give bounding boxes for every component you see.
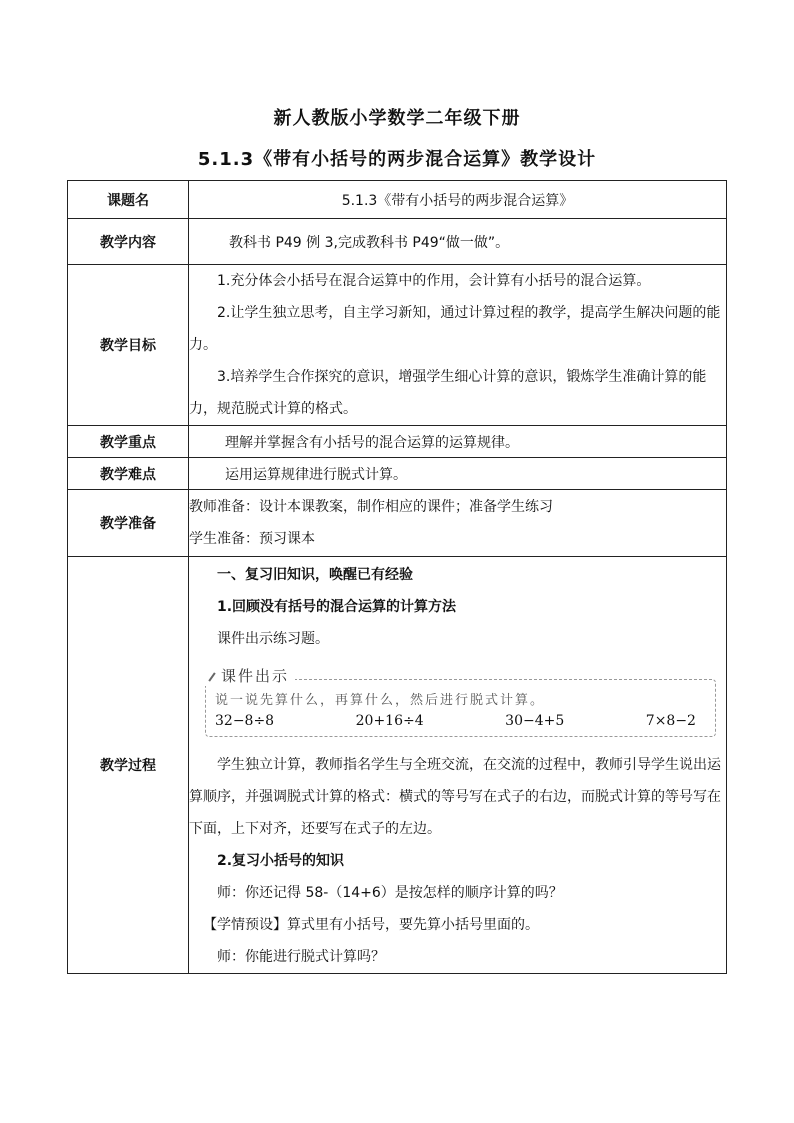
student-answer: 【学情预设】算式里有小括号，要先算小括号里面的。 <box>203 917 539 933</box>
row-process <box>68 557 727 974</box>
prep-value <box>189 490 727 557</box>
teacher-prep: 教师准备：设计本课教案，制作相应的课件；准备学生练习 <box>189 499 553 515</box>
content-label: 教学内容 <box>68 219 189 265</box>
row-key <box>68 426 727 458</box>
difficulty-value: 运用运算规律进行脱式计算。 <box>189 458 727 490</box>
goal-item: 2.让学生独立思考，自主学习新知，通过计算过程的教学，提高学生解决问题的能力。 <box>189 305 721 353</box>
prep-label: 教学准备 <box>68 490 189 557</box>
expression: 7×8−2 <box>645 713 696 729</box>
courseware-prompt: 说一说先算什么，再算什么，然后进行脱式计算。 <box>215 693 546 708</box>
difficulty-label: 教学难点 <box>68 458 189 490</box>
topic-label: 课题名 <box>68 181 189 219</box>
row-difficulty <box>68 458 727 490</box>
goals-label: 教学目标 <box>68 265 189 426</box>
pencil-icon <box>208 672 215 681</box>
process-text: 学生独立计算，教师指名学生与全班交流，在交流的过程中，教师引导学生说出运算顺序，并强调脱式计算的格式：横式的等号写在式子的右边，而脱式计算的等号写在下面，上下对齐，还要写在式子的左边。 <box>189 757 721 837</box>
courseware-tag <box>201 665 295 686</box>
courseware-box <box>199 665 716 743</box>
goal-item: 1.充分体会小括号在混合运算中的作用，会计算有小括号的混合运算。 <box>217 273 651 289</box>
document-subtitle: 5.1.3《带有小括号的两步混合运算》教学设计 <box>197 149 597 170</box>
sub-heading: 2.复习小括号的知识 <box>217 853 345 869</box>
row-goals <box>68 265 727 426</box>
courseware-tag-text: 课件出示 <box>221 667 290 685</box>
process-label: 教学过程 <box>68 557 189 974</box>
process-value <box>189 557 727 974</box>
student-prep: 学生准备：预习课本 <box>189 531 315 547</box>
expression: 30−4+5 <box>505 713 565 729</box>
row-prep <box>68 490 727 557</box>
topic-value: 5.1.3《带有小括号的两步混合运算》 <box>189 181 727 219</box>
content-value: 教科书 P49 例 3,完成教科书 P49“做一做”。 <box>189 219 727 265</box>
row-content <box>68 219 727 265</box>
expression: 20+16÷4 <box>355 713 424 729</box>
expression: 32−8÷8 <box>215 713 275 729</box>
goal-item: 3.培养学生合作探究的意识，增强学生细心计算的意识，锻炼学生准确计算的能力，规范脱式计算的格式。 <box>189 369 707 417</box>
lesson-plan-table <box>67 180 727 974</box>
sub-heading: 1.回顾没有括号的混合运算的计算方法 <box>217 599 457 615</box>
teacher-question: 师：你还记得 58-（14+6）是按怎样的顺序计算的吗？ <box>217 885 563 901</box>
key-value: 理解并掌握含有小括号的混合运算的运算规律。 <box>189 426 727 458</box>
teacher-question: 师：你能进行脱式计算吗？ <box>217 949 385 965</box>
goals-value <box>189 265 727 426</box>
row-topic <box>68 181 727 219</box>
key-label: 教学重点 <box>68 426 189 458</box>
expression-list <box>215 713 696 729</box>
process-text: 课件出示练习题。 <box>217 631 329 647</box>
document-title: 新人教版小学数学二年级下册 <box>273 108 521 129</box>
section-heading: 一、复习旧知识，唤醒已有经验 <box>217 567 413 583</box>
